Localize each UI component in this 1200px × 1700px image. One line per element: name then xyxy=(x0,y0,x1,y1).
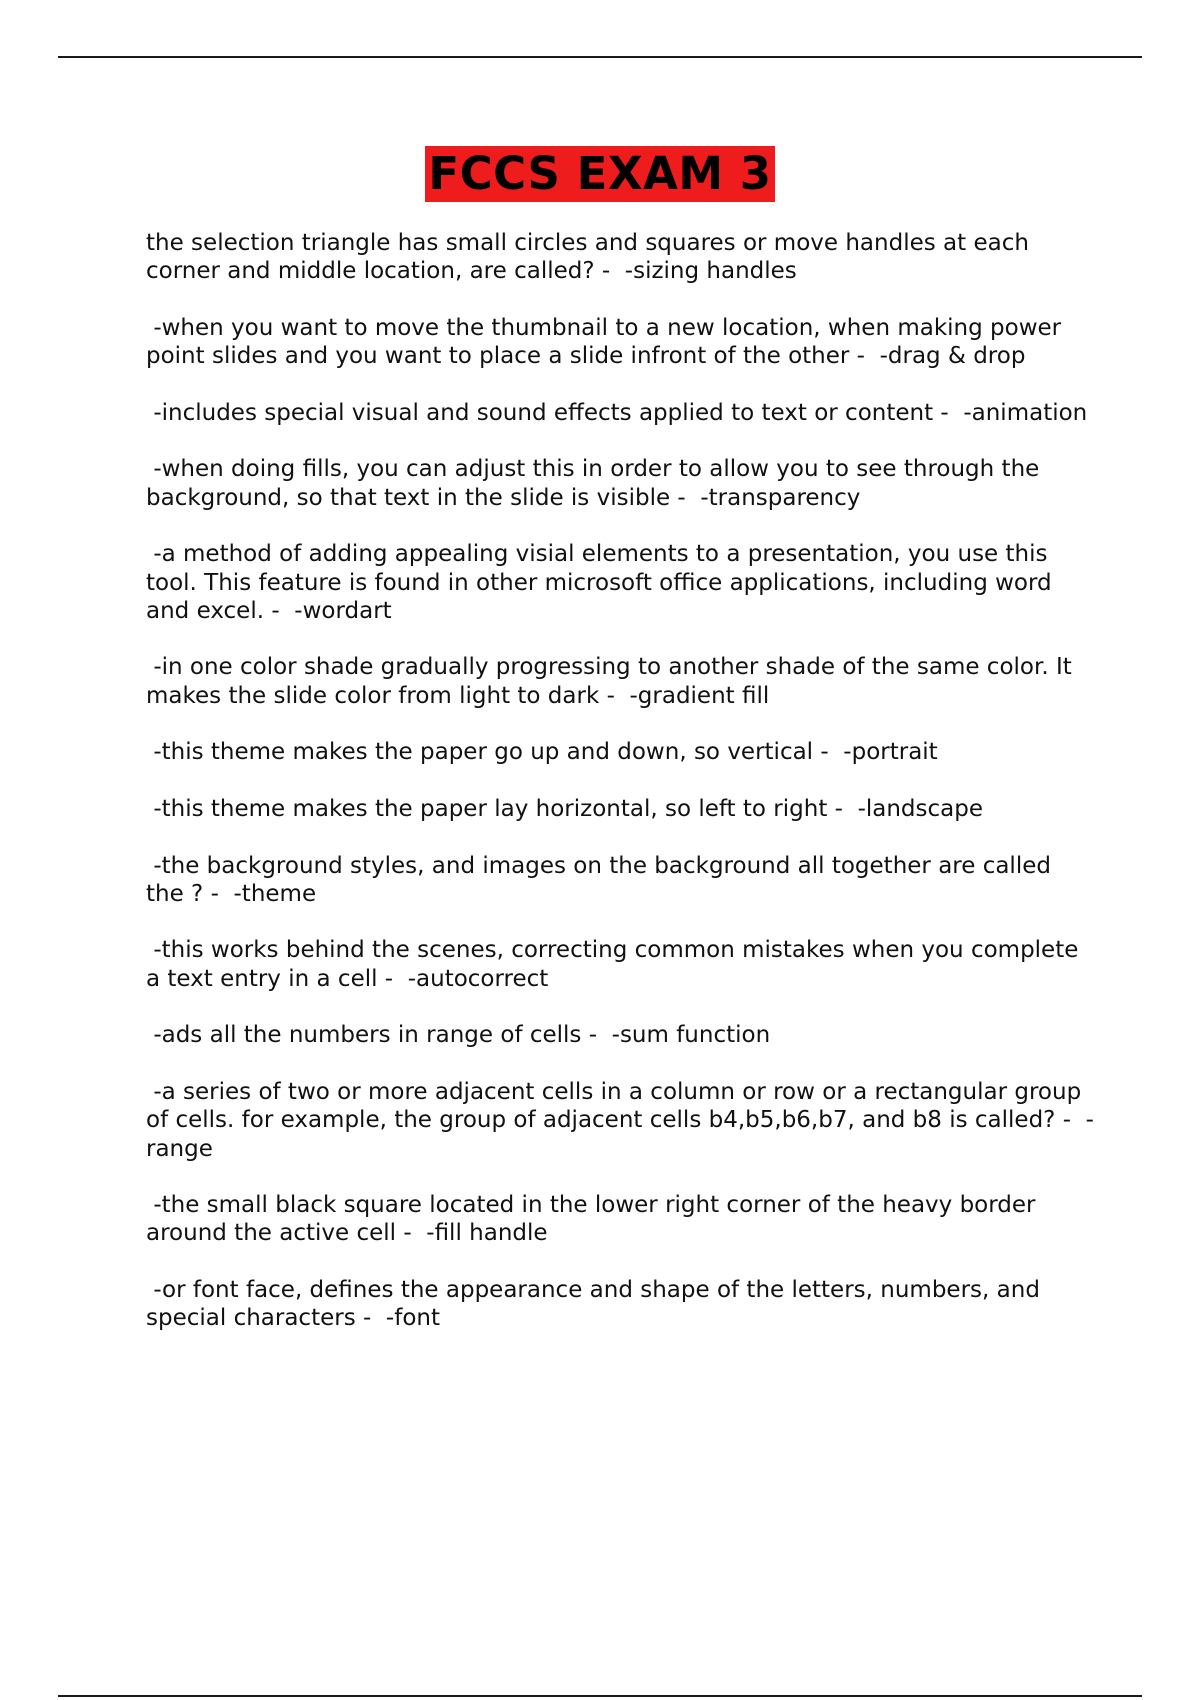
qa-entry: -a series of two or more adjacent cells in a column or row or a rectangular group of cells. for example, the group of adjacent cells b4,b5,b6,b7, and b8 is called? - -range xyxy=(146,1078,1094,1162)
document-body xyxy=(146,229,1096,1361)
qa-entry: -the background styles, and images on the background all together are called the ? - -theme xyxy=(146,852,1059,907)
qa-entry: -this theme makes the paper go up and down, so vertical - -portrait xyxy=(146,739,938,766)
qa-entry: -or font face, defines the appearance and shape of the letters, numbers, and special characters - -font xyxy=(146,1276,1048,1332)
title-container xyxy=(0,146,1200,202)
page-title: FCCS EXAM 3 xyxy=(425,146,774,202)
qa-entry: the selection triangle has small circles and squares or move handles at each corner and middle location, are called? - -sizing handles xyxy=(146,230,1037,285)
qa-entry: -ads all the numbers in range of cells - -sum function xyxy=(146,1022,771,1049)
qa-entry: -the small black square located in the lower right corner of the heavy border around the active cell - -fill handle xyxy=(146,1192,1043,1247)
qa-entry: -this works behind the scenes, correcting common mistakes when you complete a text entry in a cell - -autocorrect xyxy=(146,937,1086,992)
qa-entry: -in one color shade gradually progressing to another shade of the same color. It makes the slide color from light to dark - -gradient fill xyxy=(146,654,1080,709)
bottom-rule xyxy=(58,1695,1142,1697)
qa-entry: -when you want to move the thumbnail to a new location, when making power point slides and you want to place a slide infront of the other - -drag & drop xyxy=(146,314,1069,370)
qa-entry: -this theme makes the paper lay horizontal, so left to right - -landscape xyxy=(146,795,983,822)
qa-entry: -a method of adding appealing visial elements to a presentation, you use this tool. This feature is found in other microsoft office applications, including word and excel. - -wordart xyxy=(146,541,1059,624)
qa-entry: -when doing fills, you can adjust this in order to allow you to see through the background, so that text in the slide is visible - -transparency xyxy=(146,456,1047,511)
qa-entry: -includes special visual and sound effects applied to text or content - -animation xyxy=(146,399,1088,426)
top-rule xyxy=(58,56,1142,58)
